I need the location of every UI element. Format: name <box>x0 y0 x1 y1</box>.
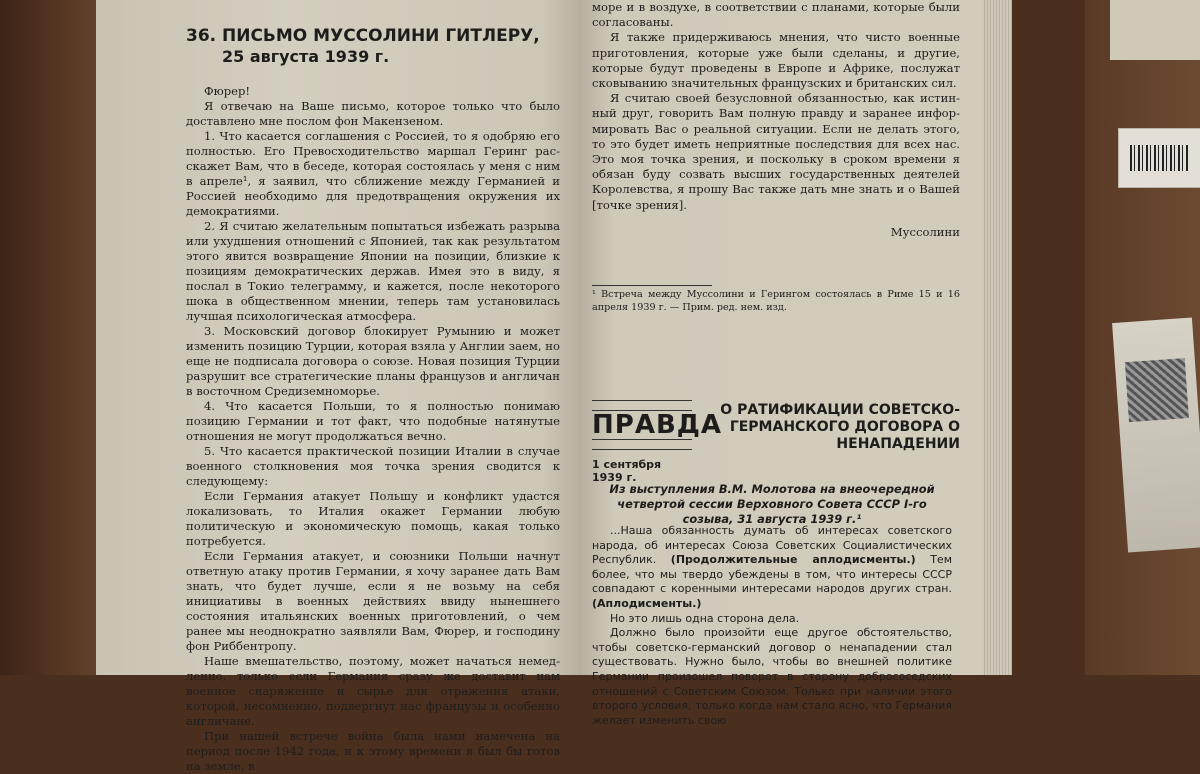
book-page-edges <box>982 0 1012 675</box>
paragraph: Я отвечаю на Ваше письмо, которое только что было доставлено мне послом фон Макензеном. <box>186 99 560 128</box>
speech-paragraph: Должно было произойти еще другое обстоятельство, чтобы советско-германский договор о ненападении стал существовать. Нужно было, чтобы во внешней политике Германии произошел поворот в сторону добрососедских отношений с Советским Союзом. Только при наличии этого второго условия, только когда нам стало ясно, что Германия желает изменить свою <box>592 626 952 727</box>
paragraph: Если Германия атакует Польшу и конфликт удастся локализовать, то Италия окажет Германии любую политическую и экономическую помощь, какая только потребуется. <box>186 489 560 548</box>
masthead-fine-print-bottom <box>592 439 692 450</box>
paragraph: море и в воздухе, в соответствии с планами, которые были согласованы. <box>592 0 960 30</box>
speech-paragraph: Но это лишь одна сторона дела. <box>610 611 800 625</box>
background-shelf <box>1110 0 1200 60</box>
footnote-divider <box>592 285 712 286</box>
paragraph: Если Германия атакует, и союзники Польши начнут ответную атаку против Германии, я хочу заранее дать Вам знать, что будет лучше, если я не возьму на себя инициативы в военных действиях ввиду нынешнего состояния итальянских военных приготовлений, о чем ранее мы неоднократно заявляли Вам, Фюрер, и господину фон Риббентропу. <box>186 549 560 653</box>
paragraph: 1. Что касается соглашения с Россией, то я одобряю его полностью. Его Превосходительство маршал Геринг расскажет Вам, что в беседе, которая состоялась у меня с ним в апреле¹, я заявил, что сближение между Германией и Россией необходимо для предотвращения окружения их демократиями. <box>186 129 560 218</box>
paragraph: 4. Что касается Польши, то я полностью понимаю позицию Германии и тот факт, что подобные натянутые отношения не могут продолжаться вечно. <box>186 399 560 443</box>
left-page <box>96 0 582 773</box>
paragraph: Я также придерживаюсь мнения, что чисто военные приготовления, которые уже были сделаны, и другие, которые будут проведены в Европе и Африке, послужат сковыванию значительных французских и британских сил. <box>592 30 960 91</box>
speech-text <box>592 524 952 728</box>
paragraph: Я считаю своей безусловной обязанностью, как истинный друг, говорить Вам полную правду и заранее информировать Вас о реальной ситуации. Если не делать этого, то это будет иметь неприятные последствия для всех нас. Это моя точка зрения, и поскольку в сроком времени я обязан буду созвать высших государственных деятелей Королевства, я прошу Вас также дать мне знать и о Вашей [точке зрения]. <box>592 91 960 212</box>
applause-note: (Аплодисменты.) <box>592 596 702 610</box>
right-page <box>582 0 982 727</box>
paragraph: 3. Московский договор блокирует Румынию и может изменить позицию Турции, которая взяла у Англии заем, но еще не подписала договора о союзе. Новая позиция Турции разрушит все стратегические планы французов и англичан в восточном Средиземноморье. <box>186 324 560 398</box>
pravda-date: 1 сентября 1939 г. <box>592 458 662 484</box>
photo-image <box>1125 358 1189 422</box>
speech-text-segment: ...Наша обязанность думать об интересах советского народа, об интересах Союза Советских Социалистических Республик. <box>592 524 952 567</box>
pravda-masthead <box>592 400 723 484</box>
speech-text-segment: Тем более, что мы твердо убеждены в том, что интересы СССР совпадают с коренными интересами народов других стран. <box>592 553 952 596</box>
barcode-image <box>1130 145 1190 171</box>
paragraph: 2. Я считаю желательным попытаться избежать разрыва или ухудшения отношений с Японией, так как результатом этого явится возвращение Японии на позиции, близкие к позициям демократических держав. Имея это в виду, я послал в Токио телеграмму, и кажется, после некоторого шока в общественном мнении, теперь там установилась лучшая психологическая атмосфера. <box>186 219 560 323</box>
signature: Муссолини <box>890 224 960 239</box>
paragraph: 5. Что касается практической позиции Италии в случае военного столкновения моя точка зрения сводится к следующему: <box>186 444 560 488</box>
paragraph: При нашей встрече война была нами намечена на период после 1942 года, и к этому времени я был бы готов на земле, в <box>186 729 560 773</box>
speech-paragraph <box>592 524 952 612</box>
salutation: Фюрер! <box>204 84 251 98</box>
document-title-text: ПИСЬМО МУССОЛИНИ ГИТЛЕРУ, <box>222 26 540 46</box>
background-photo-card <box>1112 317 1200 552</box>
pravda-logo-text: ПРАВДА <box>592 410 723 440</box>
paragraph: Наше вмешательство, поэтому, может начаться немедленно, только если Германия сразу же доставит нам военное снаряжение и сырье для отражения атаки, которой, несомненно, подвергнут нас французы и особенно англичане. <box>186 654 560 728</box>
document-title <box>186 26 560 47</box>
footnote: ¹ Встреча между Муссолини и Герингом состоялась в Риме 15 и 16 апреля 1939 г. — Прим. ред. нем. изд. <box>592 288 960 313</box>
document-number: 36. <box>186 26 217 46</box>
applause-note: (Продолжительные аплодисменты.) <box>670 553 916 567</box>
document-date: 25 августа 1939 г. <box>222 47 390 66</box>
barcode-card <box>1118 128 1200 188</box>
speech-source: Из выступления В.М. Молотова на внеочередной четвертой сессии Верховного Совета СССР I-го созыва, 31 августа 1939 г.¹ <box>609 482 935 526</box>
section-title: О РАТИФИКАЦИИ СОВЕТСКО-ГЕРМАНСКОГО ДОГОВОРА О НЕНАПАДЕНИИ <box>720 402 960 452</box>
